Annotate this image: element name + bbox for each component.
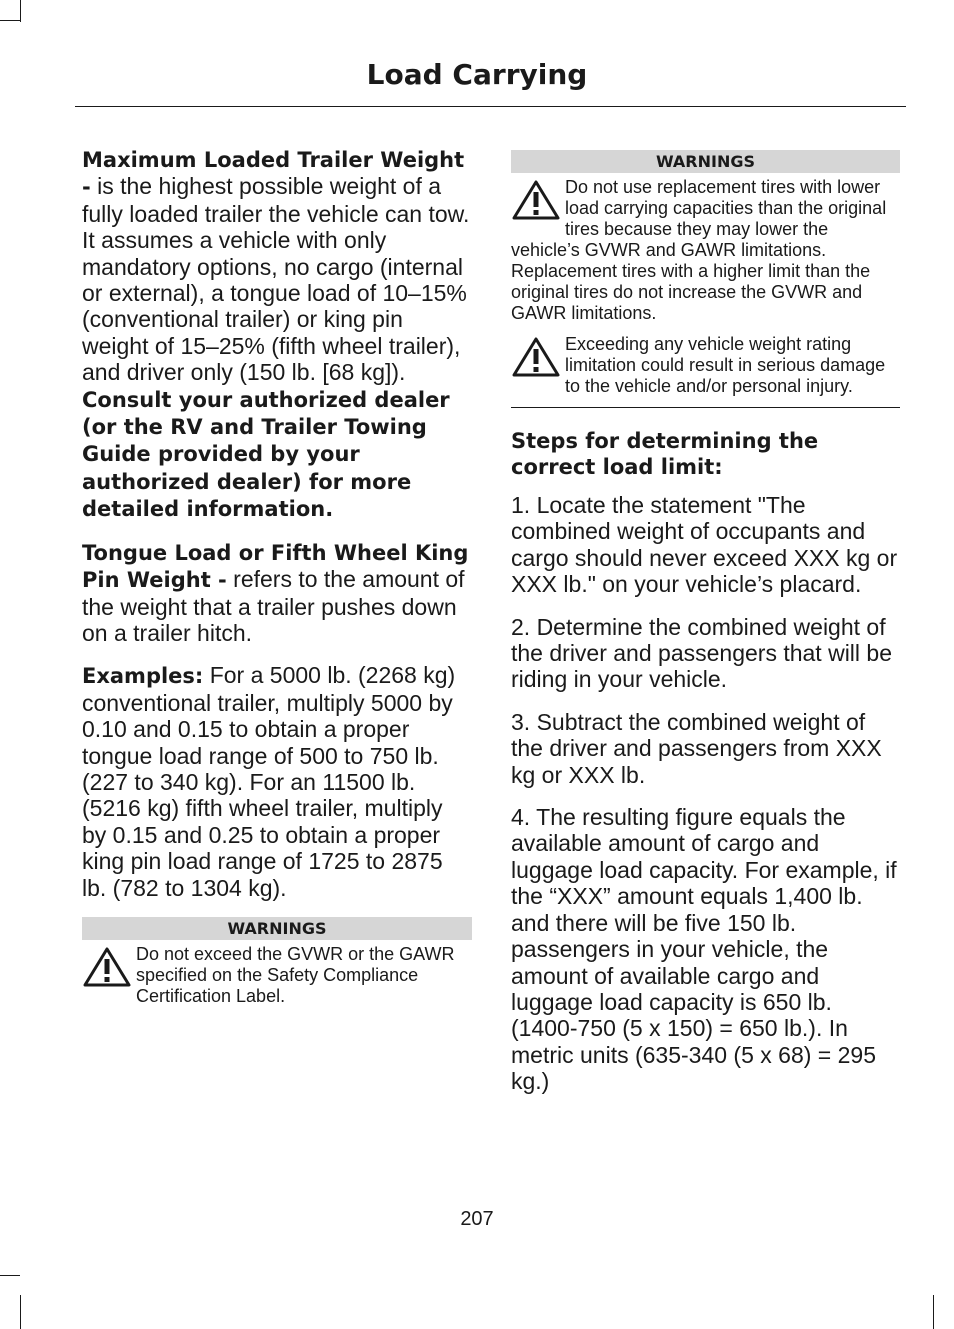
term-tongue-load: Tongue Load or Fifth Wheel King Pin Weight -: [82, 540, 469, 593]
step-item: 4. The resulting figure equals the available amount of cargo and luggage load capacity. For example, if the “XXX” amount equals 1,400 lb. and there will be five 150 lb. passengers in your vehicle, the amount of available cargo and luggage load capacity is 650 lb. (1400-750 (5 x 150) = 650 lb.). In metric units (635-340 (5 x 68) = 295 kg.): [511, 804, 897, 1095]
definition-text: is the highest possible weight of a fully loaded trailer the vehicle can tow. It assumes a vehicle with only mandatory options, no cargo (internal or external), a tongue load of 10–15% (conventional trailer) or king pin weight of 15–25% (fifth wheel trailer), and driver only (150 lb. [68 kg]).: [82, 173, 470, 386]
warning-item: [511, 334, 900, 397]
definition-text: refers to the amount of the weight that a trailer pushes down on a trailer hitch.: [82, 566, 465, 646]
warnings-header: WARNINGS: [511, 150, 900, 173]
term-max-loaded-trailer-weight: Maximum Loaded Trailer Weight -: [82, 148, 465, 200]
warning-item: [82, 944, 472, 1007]
warning-triangle-icon: [82, 946, 132, 988]
paragraph-max-loaded-trailer-weight: [82, 146, 472, 523]
warning-text: Exceeding any vehicle weight rating limitation could result in serious damage to the vehicle and/or personal injury.: [565, 334, 886, 396]
right-column: [511, 150, 900, 1111]
paragraph-tongue-load: [82, 539, 472, 647]
paragraph-examples: [82, 662, 472, 901]
left-column: [82, 146, 472, 1017]
crop-mark: [933, 1295, 934, 1329]
step-item: 3. Subtract the combined weight of the driver and passengers from XXX kg or XXX lb.: [511, 708, 882, 788]
warning-item: [511, 177, 900, 324]
warning-text: Do not exceed the GVWR or the GAWR specified on the Safety Compliance Certification Label.: [136, 943, 455, 1006]
crop-mark: [0, 1275, 20, 1276]
warning-triangle-icon: [511, 179, 561, 221]
warnings-box: [511, 150, 900, 408]
header-rule: [75, 106, 906, 107]
term-examples: Examples:: [82, 664, 204, 689]
examples-text: For a 5000 lb. (2268 kg) conventional trailer, multiply 5000 by 0.10 and 0.15 to obtain a proper tongue load range of 500 to 750 lb. (227 to 340 kg). For an 11500 lb. (5216 kg) fifth wheel trailer, multiply by 0.15 and 0.25 to obtain a proper king pin load range of 1725 to 2875 lb. (782 to 1304 kg).: [82, 662, 456, 901]
warning-text: Do not use replacement tires with lower load carrying capacities than the original tires because they may lower the vehicle’s GVWR and GAWR limitations. Replacement tires with a higher limit than the original tires do not increase the GVWR and GAWR limitations.: [511, 177, 887, 323]
crop-mark: [0, 20, 20, 21]
crop-mark: [20, 1295, 21, 1329]
section-heading: Steps for determining the correct load limit:: [511, 429, 819, 479]
page-title: Load Carrying: [366, 58, 588, 91]
warnings-header: WARNINGS: [82, 917, 472, 940]
crop-mark: [20, 0, 21, 22]
warnings-box: [82, 917, 472, 1007]
page-number: 207: [460, 1208, 494, 1230]
step-item: 1. Locate the statement "The combined weight of occupants and cargo should never exceed XXX kg or XXX lb." on your vehicle’s placard.: [511, 492, 898, 598]
warnings-end-rule: [511, 407, 900, 408]
step-item: 2. Determine the combined weight of the driver and passengers that will be riding in your vehicle.: [511, 613, 892, 693]
warning-triangle-icon: [511, 336, 561, 378]
dealer-note: Consult your authorized dealer (or the RV and Trailer Towing Guide provided by your authorized dealer) for more detailed information.: [82, 387, 450, 522]
